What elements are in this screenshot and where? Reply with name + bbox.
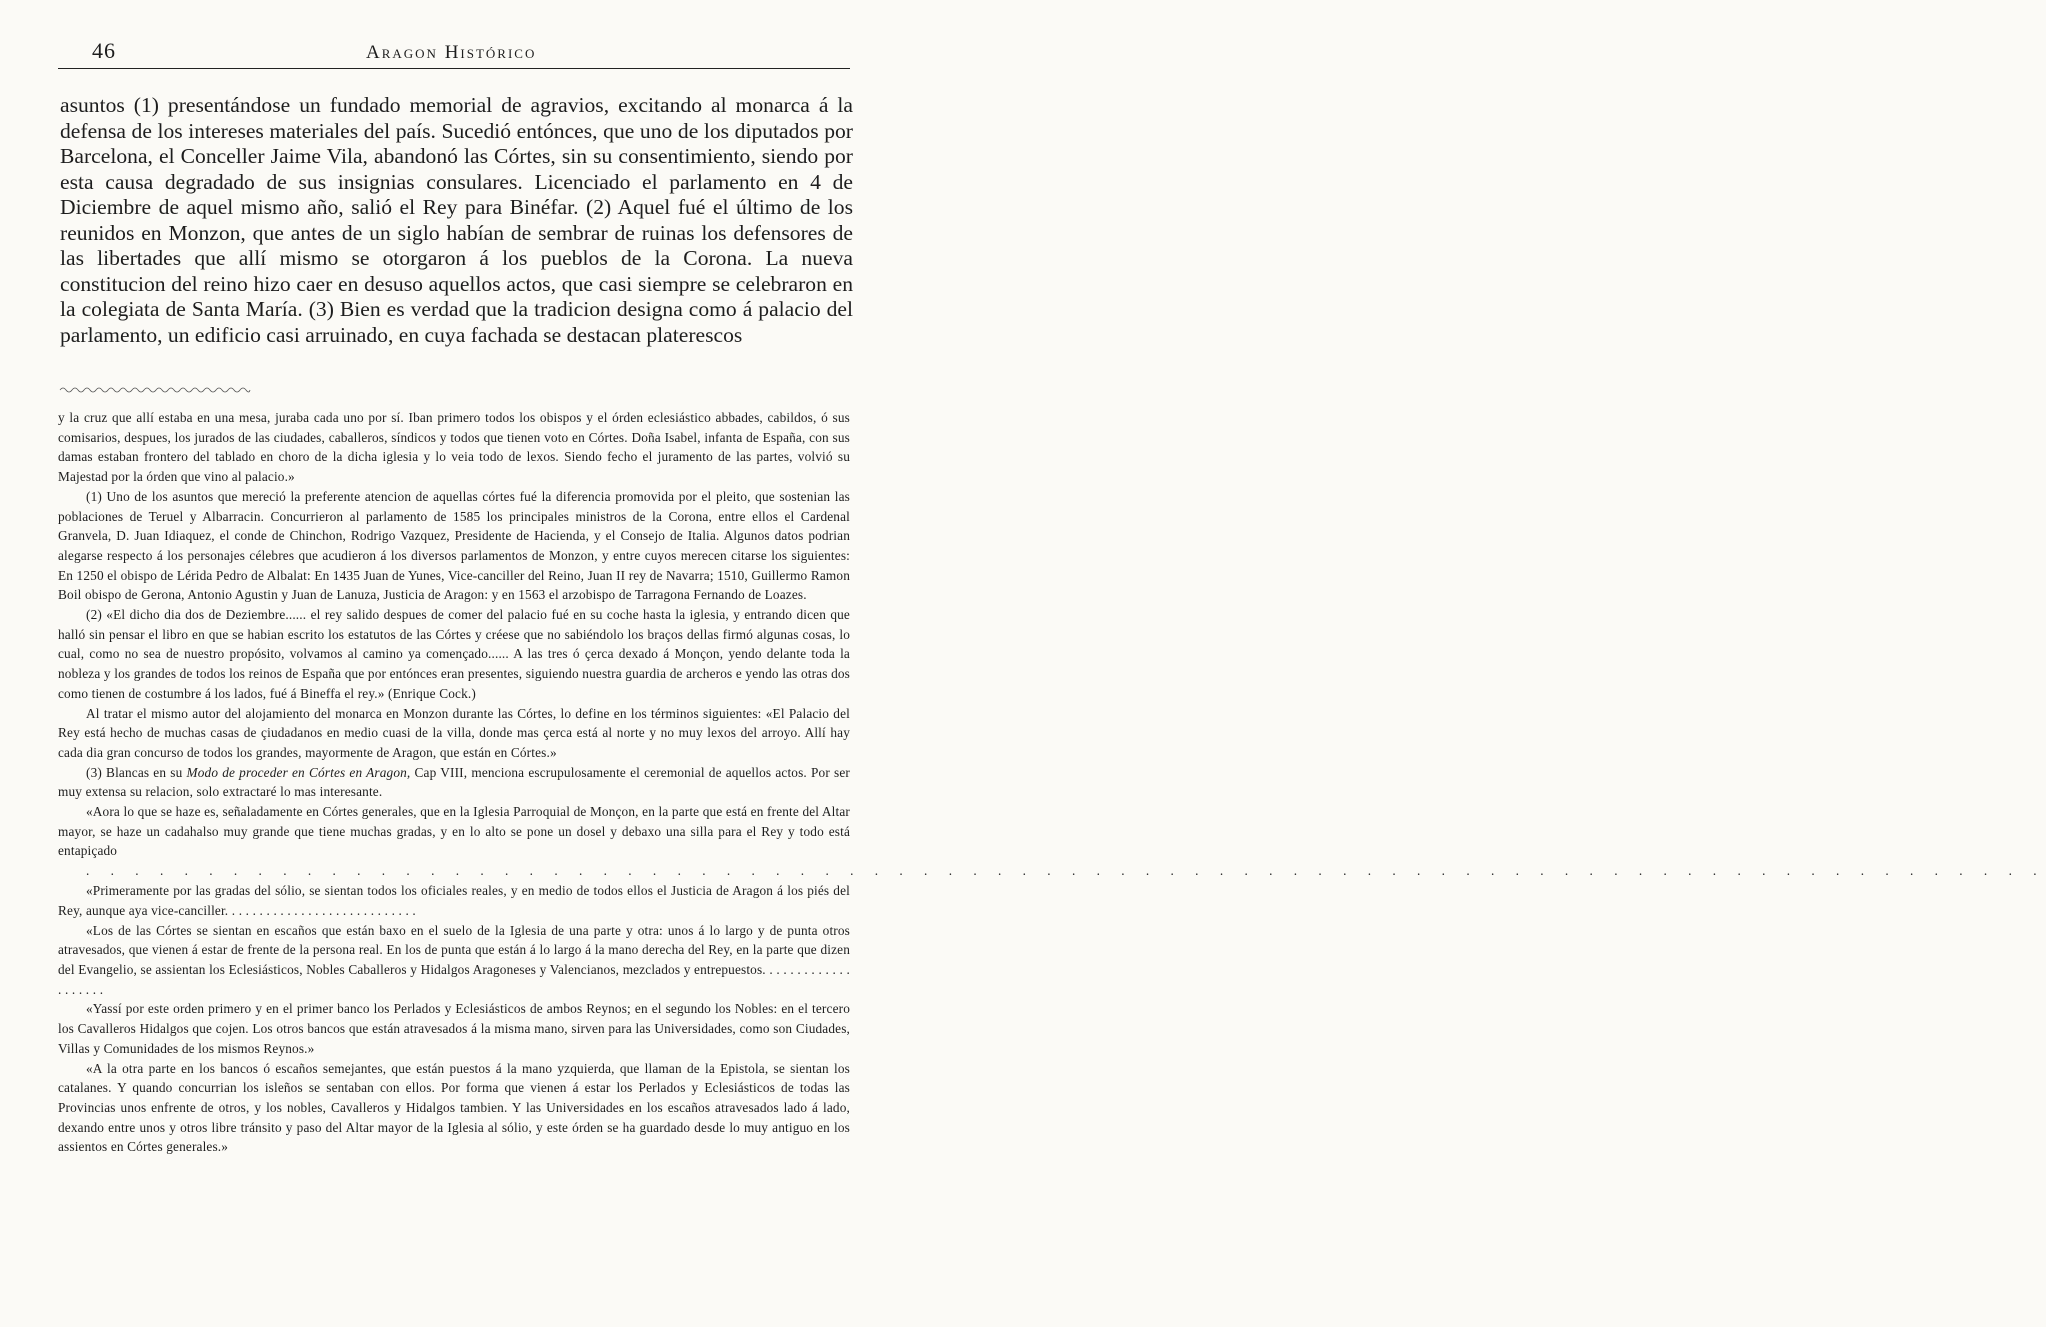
quote-paragraph-1: «Aora lo que se haze es, señaladamente en Córtes generales, que en la Iglesia Parroquial de Monçon, en la parte que está en frente del Altar mayor, se haze un cadahalso muy grande que tiene muchas gradas, y en lo alto se pone un dosel y debaxo una silla para el Rey y todo está entapiçado	[58, 804, 850, 859]
main-body-text: asuntos (1) presentándose un fundado memorial de agravios, excitando al monarca á la defensa de los intereses materiales del país. Sucedió entónces, que uno de los diputados por Barcelona, el Conceller Jaime Vila, abandonó las Córtes, sin su consentimiento, siendo por esta causa degradado de sus insignias consulares. Licenciado el parlamento en 4 de Diciembre de aquel mismo año, salió el Rey para Binéfar. (2) Aquel fué el último de los reunidos en Monzon, que antes de un siglo habían de sembrar de ruinas los defensores de las libertades que allí mismo se otorgaron á los pueblos de la Corona. La nueva constitucion del reino hizo caer en desuso aquellos actos, que casi siempre se celebraron en la colegiata de Santa María. (3) Bien es verdad que la tradicion designa como á palacio del parlamento, un edificio casi arruinado, en cuya fachada se destacan platerescos	[60, 93, 853, 347]
quote-paragraph-2: «Primeramente por las gradas del sólio, se sientan todos los oficiales reales, y en medio de todos ellos el Justicia de Aragon á los piés del Rey, aunque aya vice-canciller. . . . . . . . . . . . . . . . . . . . . . . . . . . .	[58, 883, 850, 918]
footnote-2-continued: Al tratar el mismo autor del alojamiento del monarca en Monzon durante las Córtes, lo define en los términos siguientes: «El Palacio del Rey está hecho de muchas casas de çiudadanos en medio cuasi de la villa, donde mas çerca está al norte y no muy lexos del arroyo. Allí hay cada dia gran concurso de todos los grandes, mayormente de Aragon, que están en Córtes.»	[58, 705, 850, 760]
quote-paragraph-4: «Yassí por este orden primero y en el primer banco los Perlados y Eclesiásticos de ambos Reynos; en el segundo los Nobles: en el tercero los Cavalleros Hidalgos que cojen. Los otros bancos que están atravesados á la misma mano, sirven para las Universidades, como son Ciudades, Villas y Comunidades de los mismos Reynos.»	[58, 1001, 850, 1056]
quote-paragraph-3: «Los de las Córtes se sientan en escaños que están baxo en el suelo de la Iglesia de una parte y otra: unos á lo largo y de punta otros atravesados, que vienen á estar de frente de la persona real. En los de punta que están á lo largo á la mano derecha del Rey, en la parte que dizen del Evangelio, se assientan los Eclesiásticos, Nobles Caballeros y Hidalgos Aragoneses y Valencianos, mezclados y entrepuestos. . . . . . . . . . . . . . . . . . . .	[58, 922, 850, 997]
ellipsis-row: . . . . . . . . . . . . . . . . . . . . . . . . . . . . . . . . . . . . . . . . . . . . . . . . . . . . . . . . . . . . . . . . . . . . . . . . . . . . . . . .	[86, 863, 2046, 879]
footnote-3-intro: (3) Blancas en su	[86, 764, 187, 780]
wavy-rule-ornament	[60, 386, 250, 394]
footnote-continuation: y la cruz que allí estaba en una mesa, juraba cada uno por sí. Iban primero todos los obispos y el órden eclesiástico abbades, cabildos, ó sus comisarios, despues, los jurados de las ciudades, caballeros, síndicos y todos que tienen voto en Córtes. Doña Isabel, infanta de España, con sus damas estaban frontero del tablado en choro de la dicha iglesia y lo veia todo de lexos. Siendo fecho el juramento de las partes, volvió su Majestad por la órden que vino al palacio.»	[58, 410, 850, 485]
page-number: 46	[92, 38, 116, 63]
footnote-1: (1) Uno de los asuntos que mereció la preferente atencion de aquellas córtes fué la diferencia promovida por el pleito, que sostenian las poblaciones de Teruel y Albarracin. Concurrieron al parlamento de 1585 los principales ministros de la Corona, entre ellos el Cardenal Granvela, D. Juan Idiaquez, el conde de Chinchon, Rodrigo Vazquez, Presidente de Hacienda, y el Consejo de Italia. Algunos datos podrian alegarse respecto á los personajes célebres que acudieron á los diversos parlamentos de Monzon, y entre cuyos merecen citarse los siguientes: En 1250 el obispo de Lérida Pedro de Albalat: En 1435 Juan de Yunes, Vice-canciller del Reino, Juan II rey de Navarra; 1510, Guillermo Ramon Boil obispo de Gerona, Antonio Agustin y Juan de Lanuza, Justicia de Aragon: y en 1563 el arzobispo de Tarragona Fernando de Loazes.	[58, 488, 850, 603]
running-header	[58, 28, 850, 69]
footnotes	[58, 408, 2046, 1157]
footnote-3	[58, 763, 850, 802]
footnote-3-book-title: Modo de proceder en Córtes en Aragon,	[186, 764, 411, 780]
running-title: Aragon Histórico	[366, 42, 537, 63]
quote-paragraph-5: «A la otra parte en los bancos ó escaños semejantes, que están puestos á la mano yzquierda, que llaman de la Epistola, se sientan los catalanes. Y quando concurrian los isleños se sentaban con ellos. Por forma que vienen á estar los Perlados y Eclesiásticos de todas las Provincias unos enfrente de otros, y los nobles, Cavalleros y Hidalgos tambien. Y las Universidades en los escaños atravesados lado á lado, dexando entre unos y otros libre tránsito y paso del Altar mayor de la Iglesia al sólio, y este órden se ha guardado desde lo muy antiguo en los assientos en Córtes generales.»	[58, 1060, 850, 1155]
footnote-3-text: Cap VIII, menciona escrupulosamente el ceremonial de aquellos actos. Por ser muy extensa su relacion, solo extractaré lo mas interesante.	[58, 764, 850, 800]
footnote-2: (2) «El dicho dia dos de Deziembre...... el rey salido despues de comer del palacio fué en su coche hasta la iglesia, y entrando dicen que halló sin pensar el libro en que se habian escrito los estatutos de las Córtes y créese que no sabiéndolo los braços dellas firmó algunas cosas, lo cual, como no sea de nuestro propósito, volvamos al camino ya començado...... A las tres ó çerca dexado á Monçon, yendo delante toda la nobleza y los grandes de todos los reinos de España que por entónces eran presentes, siguiendo nuestra guardia de archeros e yendo las otras dos como tienen de costumbre á los lados, fué á Bineffa el rey.» (Enrique Cock.)	[58, 607, 850, 701]
